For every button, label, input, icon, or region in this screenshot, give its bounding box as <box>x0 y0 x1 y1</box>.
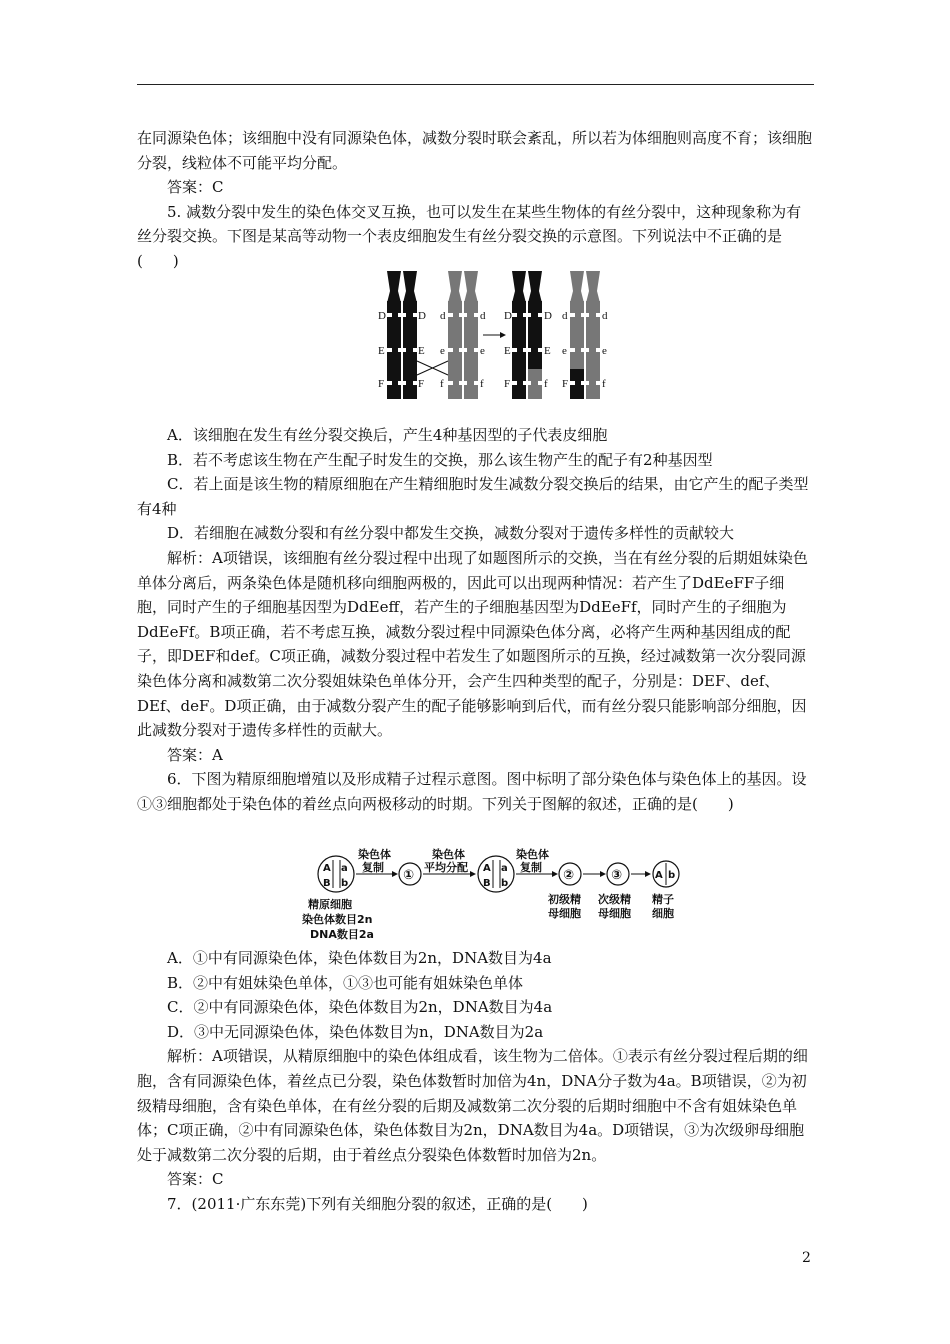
q5-option-d: D．若细胞在减数分裂和有丝分裂中都发生交换，减数分裂对于遗传多样性的贡献较大 <box>167 524 735 543</box>
caption: 母细胞 <box>598 907 631 920</box>
gene-label: F <box>504 378 511 390</box>
gene-label: b <box>501 878 509 889</box>
q5-option-a: A．该细胞在发生有丝分裂交换后，产生4种基因型的子代表皮细胞 <box>167 426 608 444</box>
gene-label: D <box>378 310 386 322</box>
arrow-label: 复制 <box>362 861 384 874</box>
paragraph-continuation: 在同源染色体；该细胞中没有同源染色体，减数分裂时联会紊乱，所以若为体细胞则高度不育；该细胞分裂，线粒体不可能平均分配。 <box>137 129 813 172</box>
q5-answer: 答案：A <box>167 745 223 764</box>
gene-label: D <box>544 310 552 322</box>
gene-label: e <box>562 345 567 357</box>
gene-label: E <box>418 345 425 357</box>
chromosome-black-right <box>512 271 542 399</box>
q6-option-b: B．②中有姐妹染色单体，①③也可能有姐妹染色单体 <box>167 973 524 992</box>
gene-label: e <box>480 345 485 357</box>
gene-label: a <box>341 863 348 874</box>
text-block-bottom <box>137 946 814 1217</box>
caption: 次级精 <box>598 893 631 906</box>
gene-label: B <box>323 878 331 889</box>
caption: 初级精 <box>548 893 581 906</box>
gene-label: e <box>602 345 607 357</box>
gene-label: d <box>602 310 608 322</box>
question-6-stem: 6．下图为精原细胞增殖以及形成精子过程示意图。图中标明了部分染色体与染色体上的基因。设①③细胞都处于染色体的着丝点向两极移动的时期。下列关于图解的叙述，正确的是( ) <box>137 770 807 813</box>
q6-answer: 答案：C <box>167 1170 224 1189</box>
gene-label: f <box>480 378 484 390</box>
chromosome-gray-left <box>448 271 478 399</box>
gene-label: b <box>668 870 676 881</box>
gene-label: b <box>341 878 349 889</box>
gene-label: d <box>562 310 568 322</box>
spermatogenesis-figure <box>300 844 700 944</box>
gene-label: D <box>418 310 426 322</box>
gene-label: e <box>440 345 445 357</box>
chromosome-gray-right <box>570 271 600 399</box>
gene-label: F <box>418 378 425 390</box>
caption: 精原细胞 <box>308 898 352 911</box>
arrow-label: 染色体 <box>516 848 549 861</box>
cell-number: ③ <box>611 868 623 883</box>
gene-label: f <box>440 378 444 390</box>
gene-label: B <box>483 878 491 889</box>
caption: 母细胞 <box>548 907 581 920</box>
caption: DNA数目2a <box>310 928 374 941</box>
gene-label: F <box>378 378 385 390</box>
question-5-stem: 5. 减数分裂中发生的染色体交叉互换，也可以发生在某些生物体的有丝分裂中，这种现象称为有丝分裂交换。下图是某高等动物一个表皮细胞发生有丝分裂交换的示意图。下列说法中不正确的是( ) <box>137 202 802 270</box>
question-7-stem: 7．(2011·广东东莞)下列有关细胞分裂的叙述，正确的是( ) <box>167 1194 588 1213</box>
gene-label: f <box>544 378 548 390</box>
arrow-label: 染色体 <box>432 848 465 861</box>
cell-number: ② <box>563 868 575 883</box>
gene-label: F <box>562 378 569 390</box>
q5-analysis: 解析：A项错误，该细胞有丝分裂过程中出现了如题图所示的交换，当在有丝分裂的后期姐妹染色单体分离后，两条染色体是随机移向细胞两极的，因此可以出现两种情况：若产生了DdEeFF子细胞，同时产生的子细胞基因型为DdEeff，若产生的子细胞基因型为DdEeFf，同时产生的子细胞为DdEeFf。B项正确，若不考虑互换，减数分裂过程中同源染色体分离，必将产生两种基因组成的配子，即DEF和def。C项正确，减数分裂过程中若发生了如题图所示的互换，经过减数第一次分裂同源染色体分离和减数第二次分裂姐妹染色单体分开，会产生四种类型的配子，分别是：DEF、def、DEf、deF。D项正确，由于减数分裂产生的配子能够影响到后代，而有丝分裂只能影响部分细胞，因此减数分裂对于遗传多样性的贡献大。 <box>137 548 808 740</box>
gene-label: D <box>504 310 512 322</box>
gene-label: A <box>323 863 331 874</box>
caption: 细胞 <box>652 907 674 920</box>
q6-option-a: A．①中有同源染色体，染色体数目为2n，DNA数目为4a <box>167 949 552 967</box>
gene-label: A <box>655 870 663 881</box>
gene-label: A <box>483 863 491 874</box>
gene-label: E <box>504 345 511 357</box>
gene-label: d <box>480 310 486 322</box>
text-block-top <box>137 126 814 274</box>
chromosome-black-left <box>387 271 417 399</box>
gene-label: f <box>602 378 606 390</box>
answer-q4: 答案：C <box>167 178 224 197</box>
q6-option-c: C．②中有同源染色体，染色体数目为2n，DNA数目为4a <box>167 998 553 1017</box>
chromosome-exchange-figure <box>374 271 614 401</box>
arrow-label: 平均分配 <box>424 861 468 874</box>
gene-label: d <box>440 310 446 322</box>
arrow-label: 染色体 <box>358 848 391 861</box>
gene-label: a <box>501 863 508 874</box>
caption: 染色体数目2n <box>302 913 373 926</box>
gene-label: E <box>378 345 385 357</box>
q5-option-b: B．若不考虑该生物在产生配子时发生的交换，那么该生物产生的配子有2种基因型 <box>167 450 713 469</box>
q6-analysis: 解析：A项错误，从精原细胞中的染色体组成看，该生物为二倍体。①表示有丝分裂过程后期的细胞，含有同源染色体，着丝点已分裂，染色体数暂时加倍为4n，DNA分子数为4a。B项错误，②为初级精母细胞，含有染色单体，在有丝分裂的后期及减数第二次分裂的后期时细胞中不含有姐妹染色单体；C项正确，②中有同源染色体，染色体数目为2n，DNA数目为4a。D项错误，③为次级卵母细胞处于减数第二次分裂的后期，由于着丝点分裂染色体数暂时加倍为2n。 <box>137 1047 808 1164</box>
cell-number: ① <box>403 868 415 883</box>
page-number: 2 <box>802 1250 811 1266</box>
gene-label: E <box>544 345 551 357</box>
arrow-label: 复制 <box>520 861 542 874</box>
caption: 精子 <box>652 893 674 906</box>
text-block-middle <box>137 423 814 817</box>
header-rule <box>137 84 814 85</box>
q5-option-c: C．若上面是该生物的精原细胞在产生精细胞时发生减数分裂交换后的结果，由它产生的配子类型有4种 <box>137 475 809 518</box>
q6-option-d: D．③中无同源染色体，染色体数目为n，DNA数目为2a <box>167 1022 544 1041</box>
